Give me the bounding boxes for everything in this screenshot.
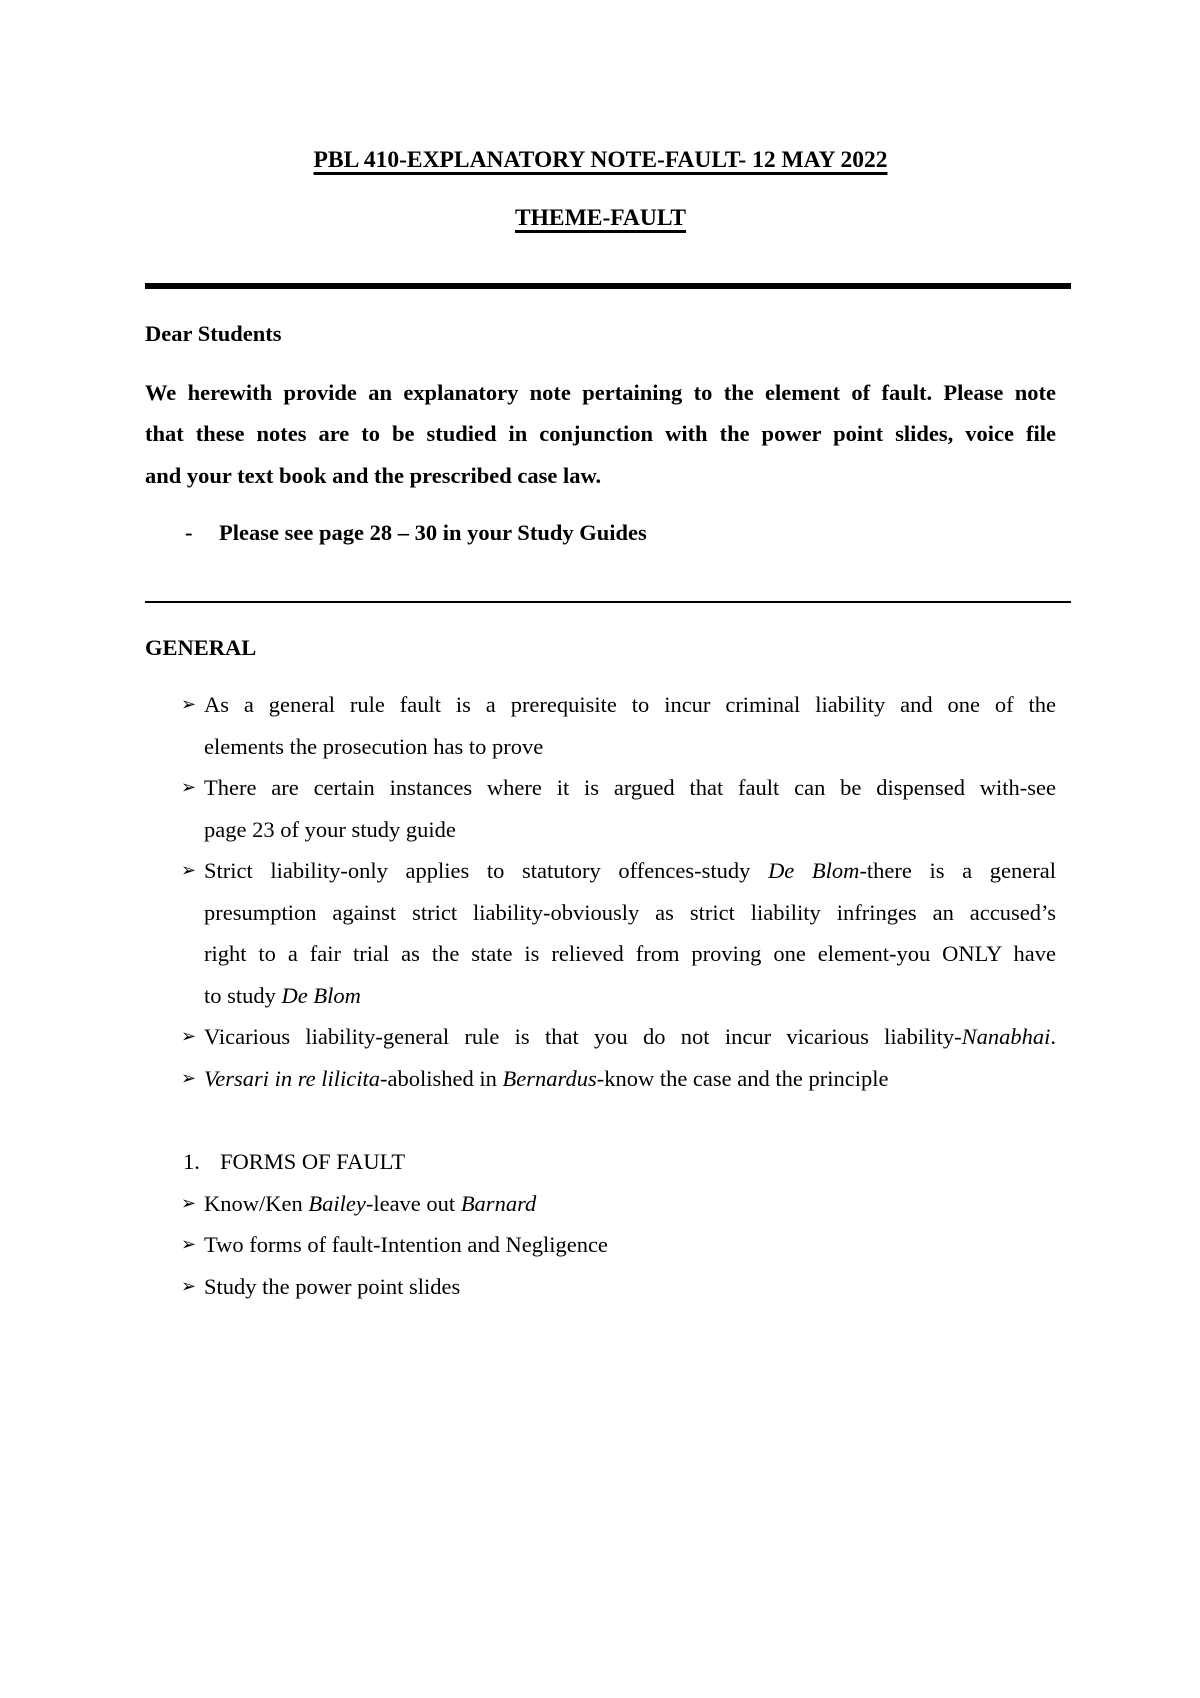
text-line: Strict liability-only applies to statutory offences-study De Blom-there is a general bbox=[204, 858, 1056, 883]
dash-list-item bbox=[145, 512, 1056, 554]
text-line: Know/Ken Bailey-leave out Barnard bbox=[204, 1190, 537, 1216]
arrow-bullet-icon: ➢ bbox=[181, 1067, 197, 1089]
dash-bullet-icon: - bbox=[185, 520, 193, 545]
arrow-bullet-icon: ➢ bbox=[181, 1234, 197, 1255]
text-line: Versari in re lilicita-abolished in Bernardus-know the case and the principle bbox=[204, 1065, 889, 1091]
text-line: Two forms of fault-Intention and Negligence bbox=[204, 1232, 608, 1257]
list-number: 1. bbox=[183, 1149, 200, 1174]
text-line: to study De Blom bbox=[204, 982, 361, 1008]
bullet-item bbox=[145, 1016, 1056, 1058]
intro-paragraph bbox=[145, 372, 1056, 497]
numbered-heading-forms bbox=[145, 1141, 1056, 1183]
text-line: Study the power point slides bbox=[204, 1273, 461, 1299]
salutation: Dear Students bbox=[145, 321, 282, 346]
arrow-bullet-icon: ➢ bbox=[181, 1275, 197, 1297]
arrow-bullet-icon: ➢ bbox=[181, 694, 197, 715]
page-title bbox=[145, 146, 1056, 174]
arrow-bullet-icon: ➢ bbox=[181, 1192, 197, 1214]
text-line: that these notes are to be studied in conjunction with the power point slides, voice file bbox=[145, 421, 1056, 446]
bullet-item bbox=[145, 1183, 1056, 1225]
text-line: There are certain instances where it is argued that fault can be dispensed with-see bbox=[204, 775, 1056, 800]
dash-item-text: Please see page 28 – 30 in your Study Guides bbox=[219, 520, 647, 545]
forms-bullet-list bbox=[145, 1183, 1056, 1308]
section-heading-general: GENERAL bbox=[145, 634, 257, 660]
text-line: page 23 of your study guide bbox=[204, 816, 456, 842]
arrow-bullet-icon: ➢ bbox=[181, 860, 197, 881]
bullet-item bbox=[145, 684, 1056, 767]
page-subtitle bbox=[145, 204, 1056, 232]
bullet-item bbox=[145, 767, 1056, 850]
bullet-item bbox=[145, 1266, 1056, 1308]
text-line: presumption against strict liability-obviously as strict liability infringes an accused’s bbox=[204, 899, 1056, 925]
horizontal-rule-thick bbox=[145, 283, 1071, 289]
arrow-bullet-icon: ➢ bbox=[181, 777, 197, 798]
bullet-item bbox=[145, 1224, 1056, 1266]
general-bullet-list bbox=[145, 684, 1056, 1099]
text-line: We herewith provide an explanatory note pertaining to the element of fault. Please note bbox=[145, 379, 1056, 405]
text-line: elements the prosecution has to prove bbox=[204, 733, 544, 759]
bullet-item bbox=[145, 850, 1056, 1016]
numbered-heading-text: FORMS OF FAULT bbox=[220, 1149, 406, 1174]
arrow-bullet-icon: ➢ bbox=[181, 1026, 197, 1047]
page-subtitle-text: THEME-FAULT bbox=[514, 205, 687, 231]
page-title-text: PBL 410-EXPLANATORY NOTE-FAULT- 12 MAY 2022 bbox=[313, 147, 888, 173]
bullet-item bbox=[145, 1058, 1056, 1100]
text-line: right to a fair trial as the state is relieved from proving one element-you ONLY have bbox=[204, 941, 1056, 966]
text-line: Vicarious liability-general rule is that you do not incur vicarious liability-Nanabhai. bbox=[204, 1024, 1056, 1049]
horizontal-rule-thin bbox=[145, 601, 1071, 603]
text-line: and your text book and the prescribed case law. bbox=[145, 462, 602, 488]
text-line: As a general rule fault is a prerequisite to incur criminal liability and one of the bbox=[204, 692, 1056, 717]
